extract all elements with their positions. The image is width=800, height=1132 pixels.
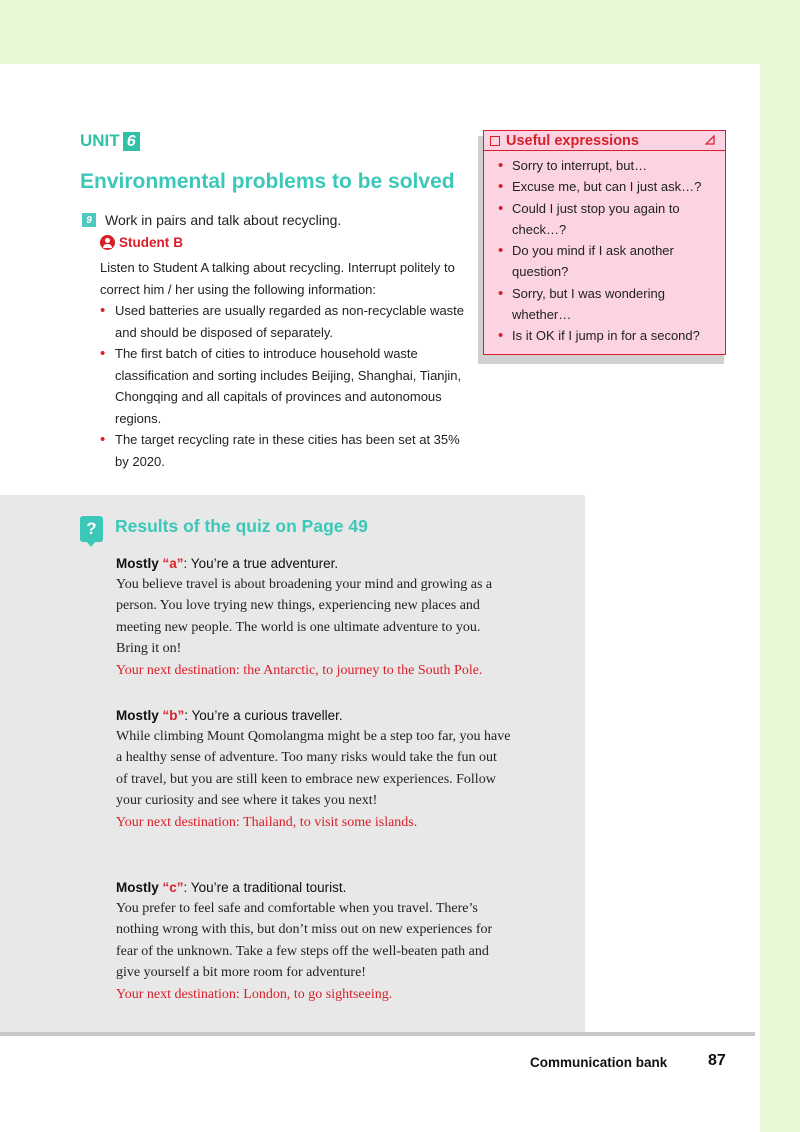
bullet-item: • The first batch of cities to introduce household waste classification and sorting includes Beijing, Shanghai, Tianjin, Chongqing and all capitals of provinces and autonomous regions. xyxy=(100,343,470,429)
student-letter: B xyxy=(173,235,183,250)
result-c xyxy=(116,878,511,1005)
mostly-label: Mostly xyxy=(116,880,159,895)
result-description: While climbing Mount Qomolangma might be a step too far, you have a healthy sense of adventure. Too many risks would take the fun out of travel, but you are still keen to embrace new experiences. Follow your curiosity and see where it takes you next! xyxy=(116,729,511,809)
result-letter: “a” xyxy=(162,556,184,571)
page-number: 87 xyxy=(708,1052,726,1069)
task-prompt xyxy=(82,212,341,228)
useful-expressions-box xyxy=(483,130,726,355)
result-type: : You’re a traditional tourist. xyxy=(183,880,347,895)
bullet-item: • Used batteries are usually regarded as non-recyclable waste and should be disposed of separately. xyxy=(100,300,470,343)
result-letter: “c” xyxy=(162,880,184,895)
bullet-item: • The target recycling rate in these cities has been set at 35% by 2020. xyxy=(100,429,470,472)
result-type: : You’re a true adventurer. xyxy=(183,556,339,571)
question-icon: ? xyxy=(80,516,103,542)
result-destination: Your next destination: the Antarctic, to journey to the South Pole. xyxy=(116,662,483,678)
mostly-label: Mostly xyxy=(116,556,159,571)
student-prefix: Student xyxy=(119,235,170,250)
expression-item: • Is it OK if I jump in for a second? xyxy=(498,325,717,346)
useful-expressions-list xyxy=(484,151,725,347)
result-destination: Your next destination: London, to go sightseeing. xyxy=(116,986,393,1002)
result-headline xyxy=(116,878,511,898)
result-headline xyxy=(116,706,511,726)
useful-expressions-header xyxy=(484,131,725,151)
result-destination: Your next destination: Thailand, to visit some islands. xyxy=(116,814,418,830)
task-text: Work in pairs and talk about recycling. xyxy=(105,212,342,228)
task-number-icon: 9 xyxy=(82,213,96,227)
unit-label xyxy=(80,131,140,151)
square-icon xyxy=(490,136,500,146)
instructions-text: Listen to Student A talking about recycling. Interrupt politely to correct him / her using the following information: xyxy=(100,260,455,297)
expression-item: • Do you mind if I ask another question? xyxy=(498,240,717,283)
quiz-panel-divider xyxy=(0,1032,755,1036)
unit-number: 6 xyxy=(123,132,140,151)
student-label xyxy=(100,235,183,250)
expression-item: • Could I just stop you again to check…? xyxy=(498,198,717,241)
instructions-block xyxy=(100,257,470,472)
result-a xyxy=(116,554,511,681)
expression-item: • Excuse me, but can I just ask…? xyxy=(498,176,717,197)
result-letter: “b” xyxy=(162,708,185,723)
result-headline xyxy=(116,554,511,574)
section-title: Environmental problems to be solved xyxy=(80,170,455,193)
result-b xyxy=(116,706,511,833)
page-body xyxy=(0,64,760,1132)
unit-text: UNIT xyxy=(80,131,120,150)
expression-item: • Sorry to interrupt, but… xyxy=(498,155,717,176)
footer-section-name: Communication bank xyxy=(530,1055,668,1070)
expression-item: • Sorry, but I was wondering whether… xyxy=(498,283,717,326)
quiz-title: Results of the quiz on Page 49 xyxy=(115,516,368,536)
person-icon xyxy=(100,235,115,250)
triangle-corner-icon xyxy=(705,135,715,145)
result-description: You believe travel is about broadening your mind and growing as a person. You love trying new things, experiencing new places and meeting new people. The world is one ultimate adventure to you. Bring it on! xyxy=(116,577,493,657)
result-description: You prefer to feel safe and comfortable when you travel. There’s nothing wrong with this, but don’t miss out on new experiences for fear of the unknown. Take a few steps off the well-beaten path and give yourself a bit more room for adventure! xyxy=(116,901,493,981)
result-type: : You’re a curious traveller. xyxy=(184,708,343,723)
mostly-label: Mostly xyxy=(116,708,159,723)
info-bullets xyxy=(100,300,470,472)
useful-expressions-title: Useful expressions xyxy=(506,132,639,149)
